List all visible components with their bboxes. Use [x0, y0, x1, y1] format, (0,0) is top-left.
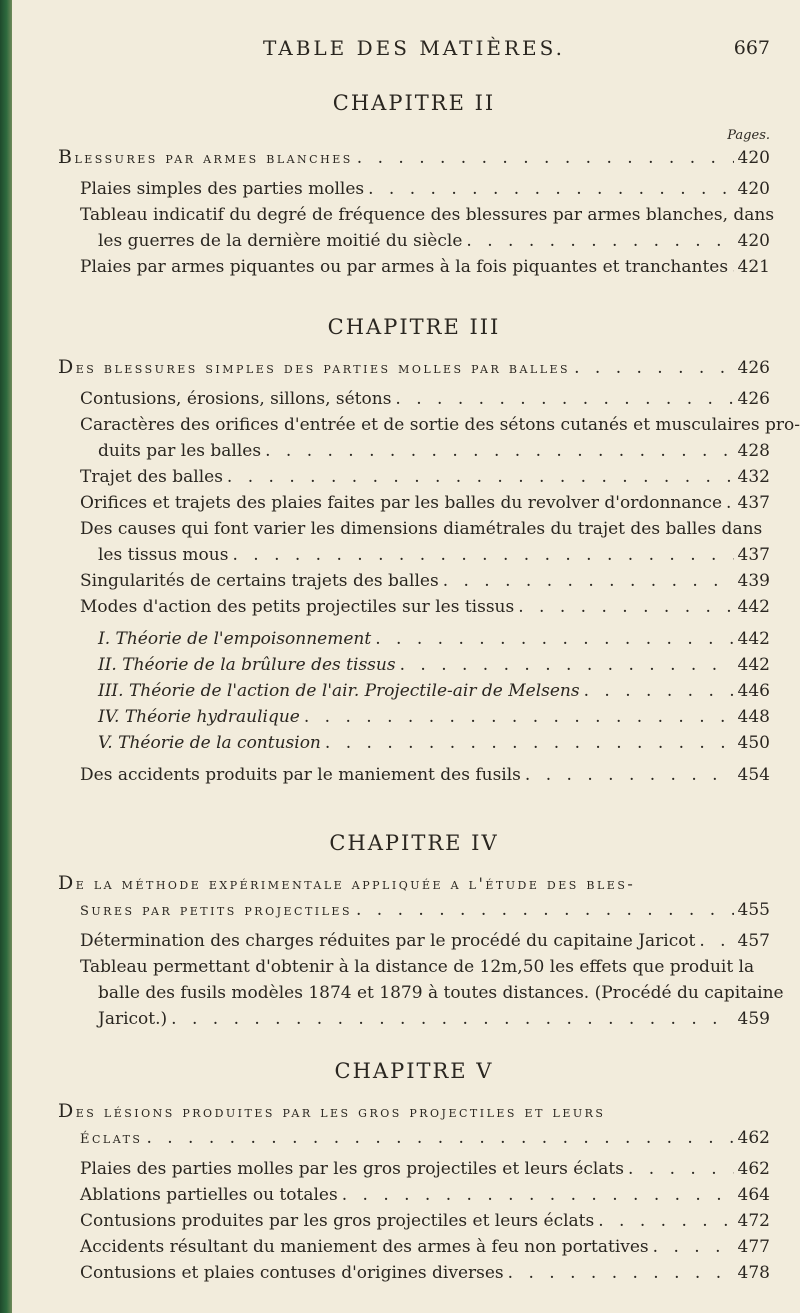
toc-entry: duits par les balles . . . 428 [58, 438, 770, 464]
toc-entry: Plaies des parties molles par les gros projectiles et leurs éclats . . . 462 [58, 1156, 770, 1182]
running-head [58, 36, 770, 66]
chapter-title: CHAPITRE II [332, 91, 496, 115]
section-heading-line: Des lésions produites par les gros projectiles et leurs [58, 1100, 606, 1122]
chapter-4 [58, 828, 784, 1032]
section-heading: Blessures par armes blanches . . . 420 [58, 144, 770, 170]
toc-entry: Des accidents produits par le maniement des fusils . . . 454 [58, 762, 770, 788]
toc-entry-line: Des causes qui font varier les dimensions diamétrales du trajet des balles dans [80, 519, 763, 539]
toc-entry: les guerres de la dernière moitié du siècle . . . 420 [58, 228, 770, 254]
chapter-2 [58, 88, 775, 280]
section-heading: sures par petits projectiles . . . 455 [58, 896, 770, 922]
toc-entry: Contusions produites par les gros projectiles et leurs éclats . . . 472 [58, 1208, 770, 1234]
toc-entry: Contusions, érosions, sillons, sétons . . . 426 [58, 386, 770, 412]
toc-entry: Plaies par armes piquantes ou par armes à la fois piquantes et tranchantes . . . 421 [58, 254, 770, 280]
page-number: 667 [733, 37, 770, 59]
toc-entry: Ablations partielles ou totales . . . 464 [58, 1182, 770, 1208]
toc-entry-line: Caractères des orifices d'entrée et de sortie des sétons cutanés et musculaires pro- [80, 415, 800, 435]
section-heading: Des blessures simples des parties molles par balles . . . 426 [58, 354, 770, 380]
toc-entry-line: Tableau indicatif du degré de fréquence des blessures par armes blanches, dans [80, 205, 775, 225]
toc-entry: Orifices et trajets des plaies faites par les balles du revolver d'ordonnance . . . 437 [58, 490, 770, 516]
running-title: TABLE DES MATIÈRES. [263, 36, 565, 60]
chapter-3 [58, 312, 800, 788]
theory-entry: V. Théorie de la contusion . . . 450 [58, 730, 770, 756]
chapter-title: CHAPITRE V [334, 1059, 494, 1083]
theory-entry: II. Théorie de la brûlure des tissus . . . 442 [58, 652, 770, 678]
toc-entry: les tissus mous . . . 437 [58, 542, 770, 568]
toc-entry: Contusions et plaies contuses d'origines diverses . . . 478 [58, 1260, 770, 1286]
toc-entry: Modes d'action des petits projectiles sur les tissus . . . 442 [58, 594, 770, 620]
toc-entry: Singularités de certains trajets des balles . . . 439 [58, 568, 770, 594]
theory-entry: I. Théorie de l'empoisonnement . . . 442 [58, 626, 770, 652]
chapter-title: CHAPITRE IV [329, 831, 499, 855]
section-heading: éclats . . . 462 [58, 1124, 770, 1150]
toc-entry: Accidents résultant du maniement des armes à feu non portatives . . . 477 [58, 1234, 770, 1260]
toc-entry: Trajet des balles . . . 432 [58, 464, 770, 490]
chapter-title: CHAPITRE III [327, 315, 501, 339]
pages-column-label: Pages. [727, 128, 770, 143]
toc-entry: Plaies simples des parties molles . . . 420 [58, 176, 770, 202]
toc-entry: Détermination des charges réduites par le procédé du capitaine Jaricot . . . 457 [58, 928, 770, 954]
toc-entry: Jaricot.) . . . 459 [58, 1006, 770, 1032]
chapter-5 [58, 1056, 770, 1286]
section-heading-line: De la méthode expérimentale appliquée a l'étude des bles- [58, 872, 636, 894]
theory-entry: III. Théorie de l'action de l'air. Projectile-air de Melsens . . . 446 [58, 678, 770, 704]
toc-entry-line: Tableau permettant d'obtenir à la distance de 12m,50 les effets que produit la [80, 957, 755, 977]
book-binding-edge [0, 0, 12, 1313]
theory-entry: IV. Théorie hydraulique . . . 448 [58, 704, 770, 730]
toc-entry-line: balle des fusils modèles 1874 et 1879 à toutes distances. (Procédé du capitaine [98, 983, 784, 1003]
